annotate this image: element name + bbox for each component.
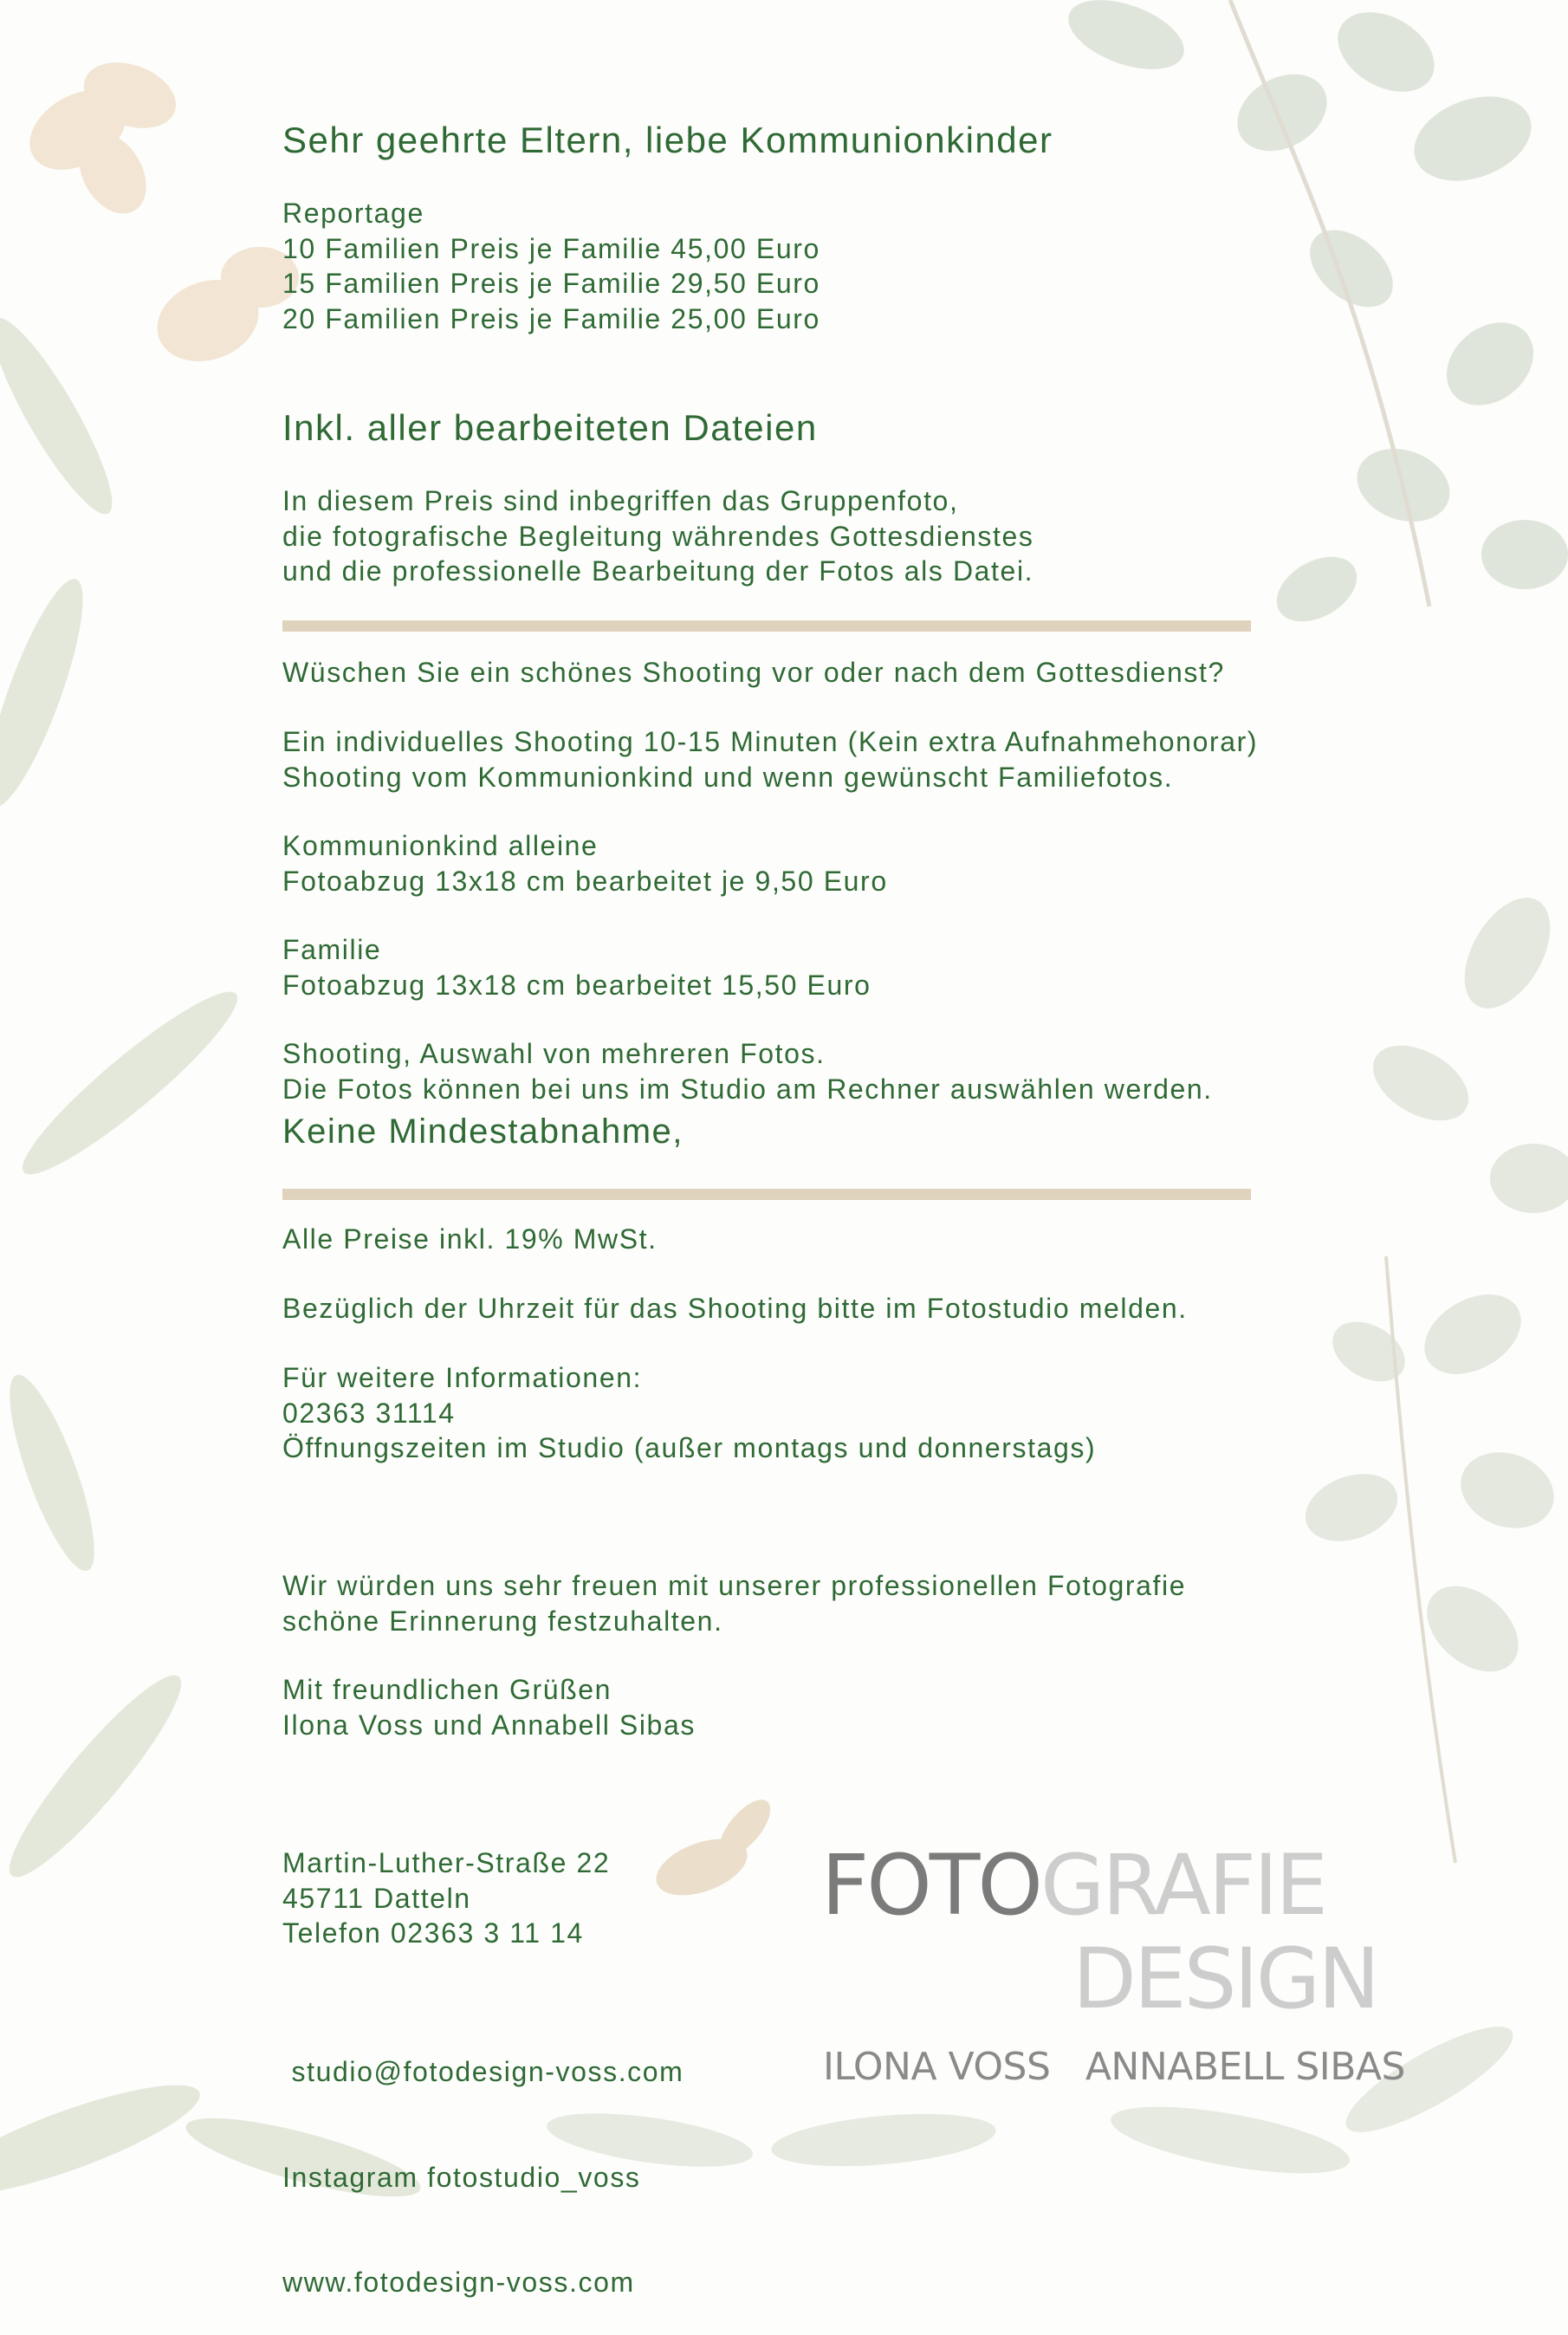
family-price [282,932,871,1002]
price-line: 20 Familien Preis je Familie 25,00 Euro [282,302,820,334]
time-note-text: Bezüglich der Uhrzeit für das Shooting bitte im Fotostudio melden. [282,1293,1188,1324]
email-link[interactable]: studio@fotodesign-voss.com [282,2056,684,2087]
included-line: In diesem Preis sind inbegriffen das Gruppenfoto, [282,485,959,516]
vat-note [282,1222,658,1257]
phone-number: 02363 31114 [282,1397,456,1429]
city: 45711 Datteln [282,1882,471,1914]
reportage-label: Reportage [282,198,424,229]
files-heading: Inkl. aller bearbeiteten Dateien [282,407,818,448]
price-line: 10 Familien Preis je Familie 45,00 Euro [282,232,820,264]
divider-rule [282,1189,1251,1200]
family-price-label: Familie [282,934,382,965]
included-line: und die professionelle Bearbeitung der Fotos als Datei. [282,555,1034,587]
included-paragraph [282,483,1034,589]
opening-hours: Öffnungszeiten im Studio (außer montags und donnerstags) [282,1432,1097,1463]
street: Martin-Luther-Straße 22 [282,1847,611,1878]
logo-design: DESIGN [1072,1930,1378,2027]
shooting-question [282,655,1225,691]
signature-greeting: Mit freundlichen Grüßen [282,1674,612,1705]
child-price [282,828,888,898]
selection-line: Shooting, Auswahl von mehreren Fotos. [282,1038,826,1069]
minimum-note: Keine Mindestabnahme, [282,1112,684,1151]
shooting-info-line: Shooting vom Kommunionkind und wenn gewünscht Familiefotos. [282,761,1174,793]
closing-line: Wir würden uns sehr freuen mit unserer professionellen Fotografie [282,1570,1187,1601]
logo-foto: FOTO [821,1837,1040,1934]
instagram-link[interactable]: Instagram fotostudio_voss [282,2161,641,2193]
child-price-value: Fotoabzug 13x18 cm bearbeitet je 9,50 Euro [282,865,888,897]
logo-line-fotografie [821,1837,1326,1934]
closing-line: schöne Erinnerung festzuhalten. [282,1605,723,1637]
included-line: die fotografische Begleitung währendes Gottesdienstes [282,520,1034,552]
shooting-info-line: Ein individuelles Shooting 10-15 Minuten (Kein extra Aufnahmehonorar) [282,726,1259,757]
time-note [282,1291,1188,1326]
selection-info [282,1036,1213,1106]
reportage-prices [282,196,820,336]
signature [282,1672,696,1742]
logo-grafie: GRAFIE [1040,1837,1326,1934]
shooting-question-text: Wüschen Sie ein schönes Shooting vor oder nach dem Gottesdienst? [282,657,1225,688]
telephone: Telefon 02363 3 11 14 [282,1917,584,1949]
logo-names: ILONA VOSS ANNABELL SIBAS [823,2045,1405,2089]
online-block [282,1984,684,2335]
signature-names: Ilona Voss und Annabell Sibas [282,1709,696,1741]
closing-paragraph [282,1568,1186,1638]
child-price-label: Kommunionkind alleine [282,830,599,861]
shooting-info [282,724,1258,795]
greeting-heading: Sehr geehrte Eltern, liebe Kommunionkinder [282,120,1053,160]
more-info-label: Für weitere Informationen: [282,1362,643,1393]
address-block [282,1845,610,1951]
vat-text: Alle Preise inkl. 19% MwSt. [282,1223,658,1255]
selection-line: Die Fotos können bei uns im Studio am Rechner auswählen werden. [282,1073,1213,1105]
divider-rule [282,620,1251,632]
website-link[interactable]: www.fotodesign-voss.com [282,2267,635,2298]
more-info [282,1360,1096,1466]
price-line: 15 Familien Preis je Familie 29,50 Euro [282,268,820,299]
family-price-value: Fotoabzug 13x18 cm bearbeitet 15,50 Euro [282,969,871,1001]
